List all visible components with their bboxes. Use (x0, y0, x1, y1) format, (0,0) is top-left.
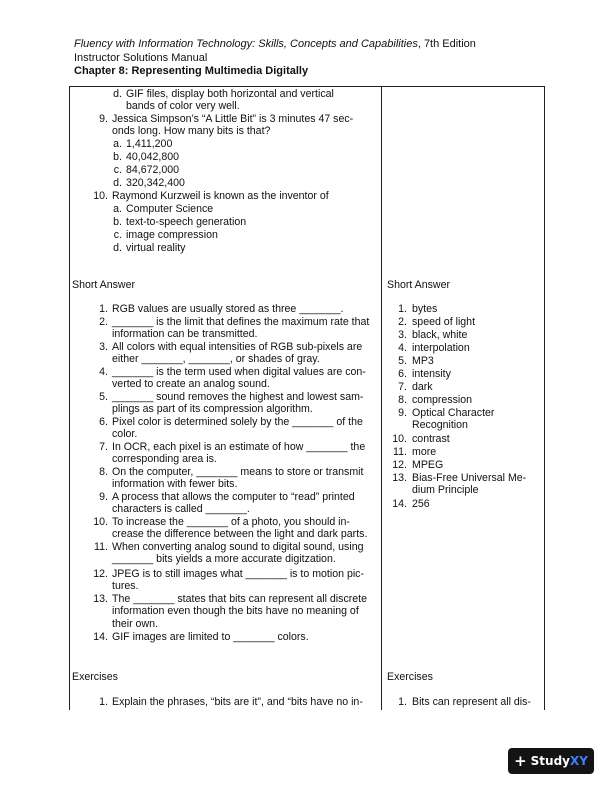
sa-question: 13. The _______ states that bits can represent all discrete information even though the bits have no meaning of their own. (93, 593, 367, 630)
q10-option: d. virtual reality (113, 242, 186, 254)
q10-option: c. image compression (113, 229, 218, 241)
q9-option: d. 320,342,400 (113, 177, 185, 189)
column-divider (381, 87, 382, 710)
logo-text: StudyXY (530, 753, 588, 768)
q10-option: b. text-to-speech generation (113, 216, 247, 228)
q9-option: b. 40,042,800 (113, 151, 180, 163)
book-title-line (74, 38, 574, 52)
book-title: Fluency with Information Technology: Skills, Concepts and Capabilities (74, 38, 418, 50)
exercise-question: 1. Explain the phrases, “bits are it”, and “bits have no in- (99, 696, 363, 708)
sa-answer: 6. intensity (398, 368, 451, 380)
sa-question: 1. RGB values are usually stored as three _______. (99, 303, 344, 315)
exercises-heading-answers: Exercises (387, 671, 433, 683)
edition: , 7th Edition (417, 38, 476, 50)
sa-question: 12. JPEG is to still images what _______ is to motion pic-tures. (93, 568, 365, 593)
sa-question: 5. _______ sound removes the highest and lowest sam-plings as part of its compression algorithm. (99, 391, 364, 416)
sa-answer: 3. black, white (398, 329, 468, 341)
sa-answer: 11. more (393, 446, 437, 458)
sa-answer: 1. bytes (398, 303, 438, 315)
sa-question: 6. Pixel color is determined solely by the _______ of the color. (99, 416, 363, 441)
sa-question: 4. _______ is the term used when digital values are con-verted to create an analog sound. (99, 366, 366, 391)
question-answer-table (69, 86, 545, 710)
sa-answer: 12. MPEG (392, 459, 444, 471)
q10: 10. Raymond Kurzweil is known as the inventor of (93, 190, 329, 202)
chapter-title: Chapter 8: Representing Multimedia Digitally (74, 65, 309, 77)
q9: 9. Jessica Simpson’s “A Little Bit” is 3 minutes 47 sec-onds long. How many bits is that? (99, 113, 354, 138)
sa-question: 11. When converting analog sound to digital sound, using _______ bits yields a more accurate digitzation. (94, 541, 364, 566)
sa-question: 9. A process that allows the computer to “read” printed characters is called _______. (99, 491, 355, 516)
sa-answer: 10. contrast (392, 433, 450, 445)
sa-question: 14. GIF images are limited to _______ colors. (93, 631, 309, 643)
sa-answer: 14. 256 (392, 498, 430, 510)
sa-answer: 2. speed of light (398, 316, 476, 328)
sa-answer: 4. interpolation (398, 342, 470, 354)
short-answer-heading: Short Answer (72, 279, 136, 291)
q9-option: c. 84,672,000 (113, 164, 180, 176)
sa-question: 7. In OCR, each pixel is an estimate of how _______ the corresponding area is. (99, 441, 366, 466)
q10-option: a. Computer Science (113, 203, 214, 215)
sa-answer: 5. MP3 (398, 355, 434, 367)
sa-answer: 9. Optical Character Recognition (398, 407, 495, 432)
exercises-heading: Exercises (72, 671, 118, 683)
exercise-answer: 1. Bits can represent all dis- (398, 696, 531, 708)
sa-answer: 13. Bias-Free Universal Me-dium Principle (392, 472, 527, 497)
sa-answer: 8. compression (398, 394, 473, 406)
sa-question: 10. To increase the _______ of a photo, you should in-crease the difference between the light and dark parts. (93, 516, 368, 541)
q8-option-d: d. GIF files, display both horizontal and vertical bands of color very well. (113, 88, 334, 113)
sa-question: 8. On the computer, _______ means to store or transmit information with fewer bits. (99, 466, 364, 491)
q9-option: a. 1,411,200 (113, 138, 173, 150)
studyxy-logo[interactable] (508, 748, 594, 774)
sa-answer: 7. dark (398, 381, 433, 393)
plus-icon: + (514, 751, 527, 770)
short-answer-heading-answers: Short Answer (387, 279, 451, 291)
page-header (74, 38, 574, 79)
manual-title: Instructor Solutions Manual (74, 51, 208, 64)
sa-question: 2. _______ is the limit that defines the maximum rate that information can be transmitted. (99, 316, 370, 341)
sa-question: 3. All colors with equal intensities of RGB sub-pixels are either _______, _______, or shades of gray. (99, 341, 363, 366)
